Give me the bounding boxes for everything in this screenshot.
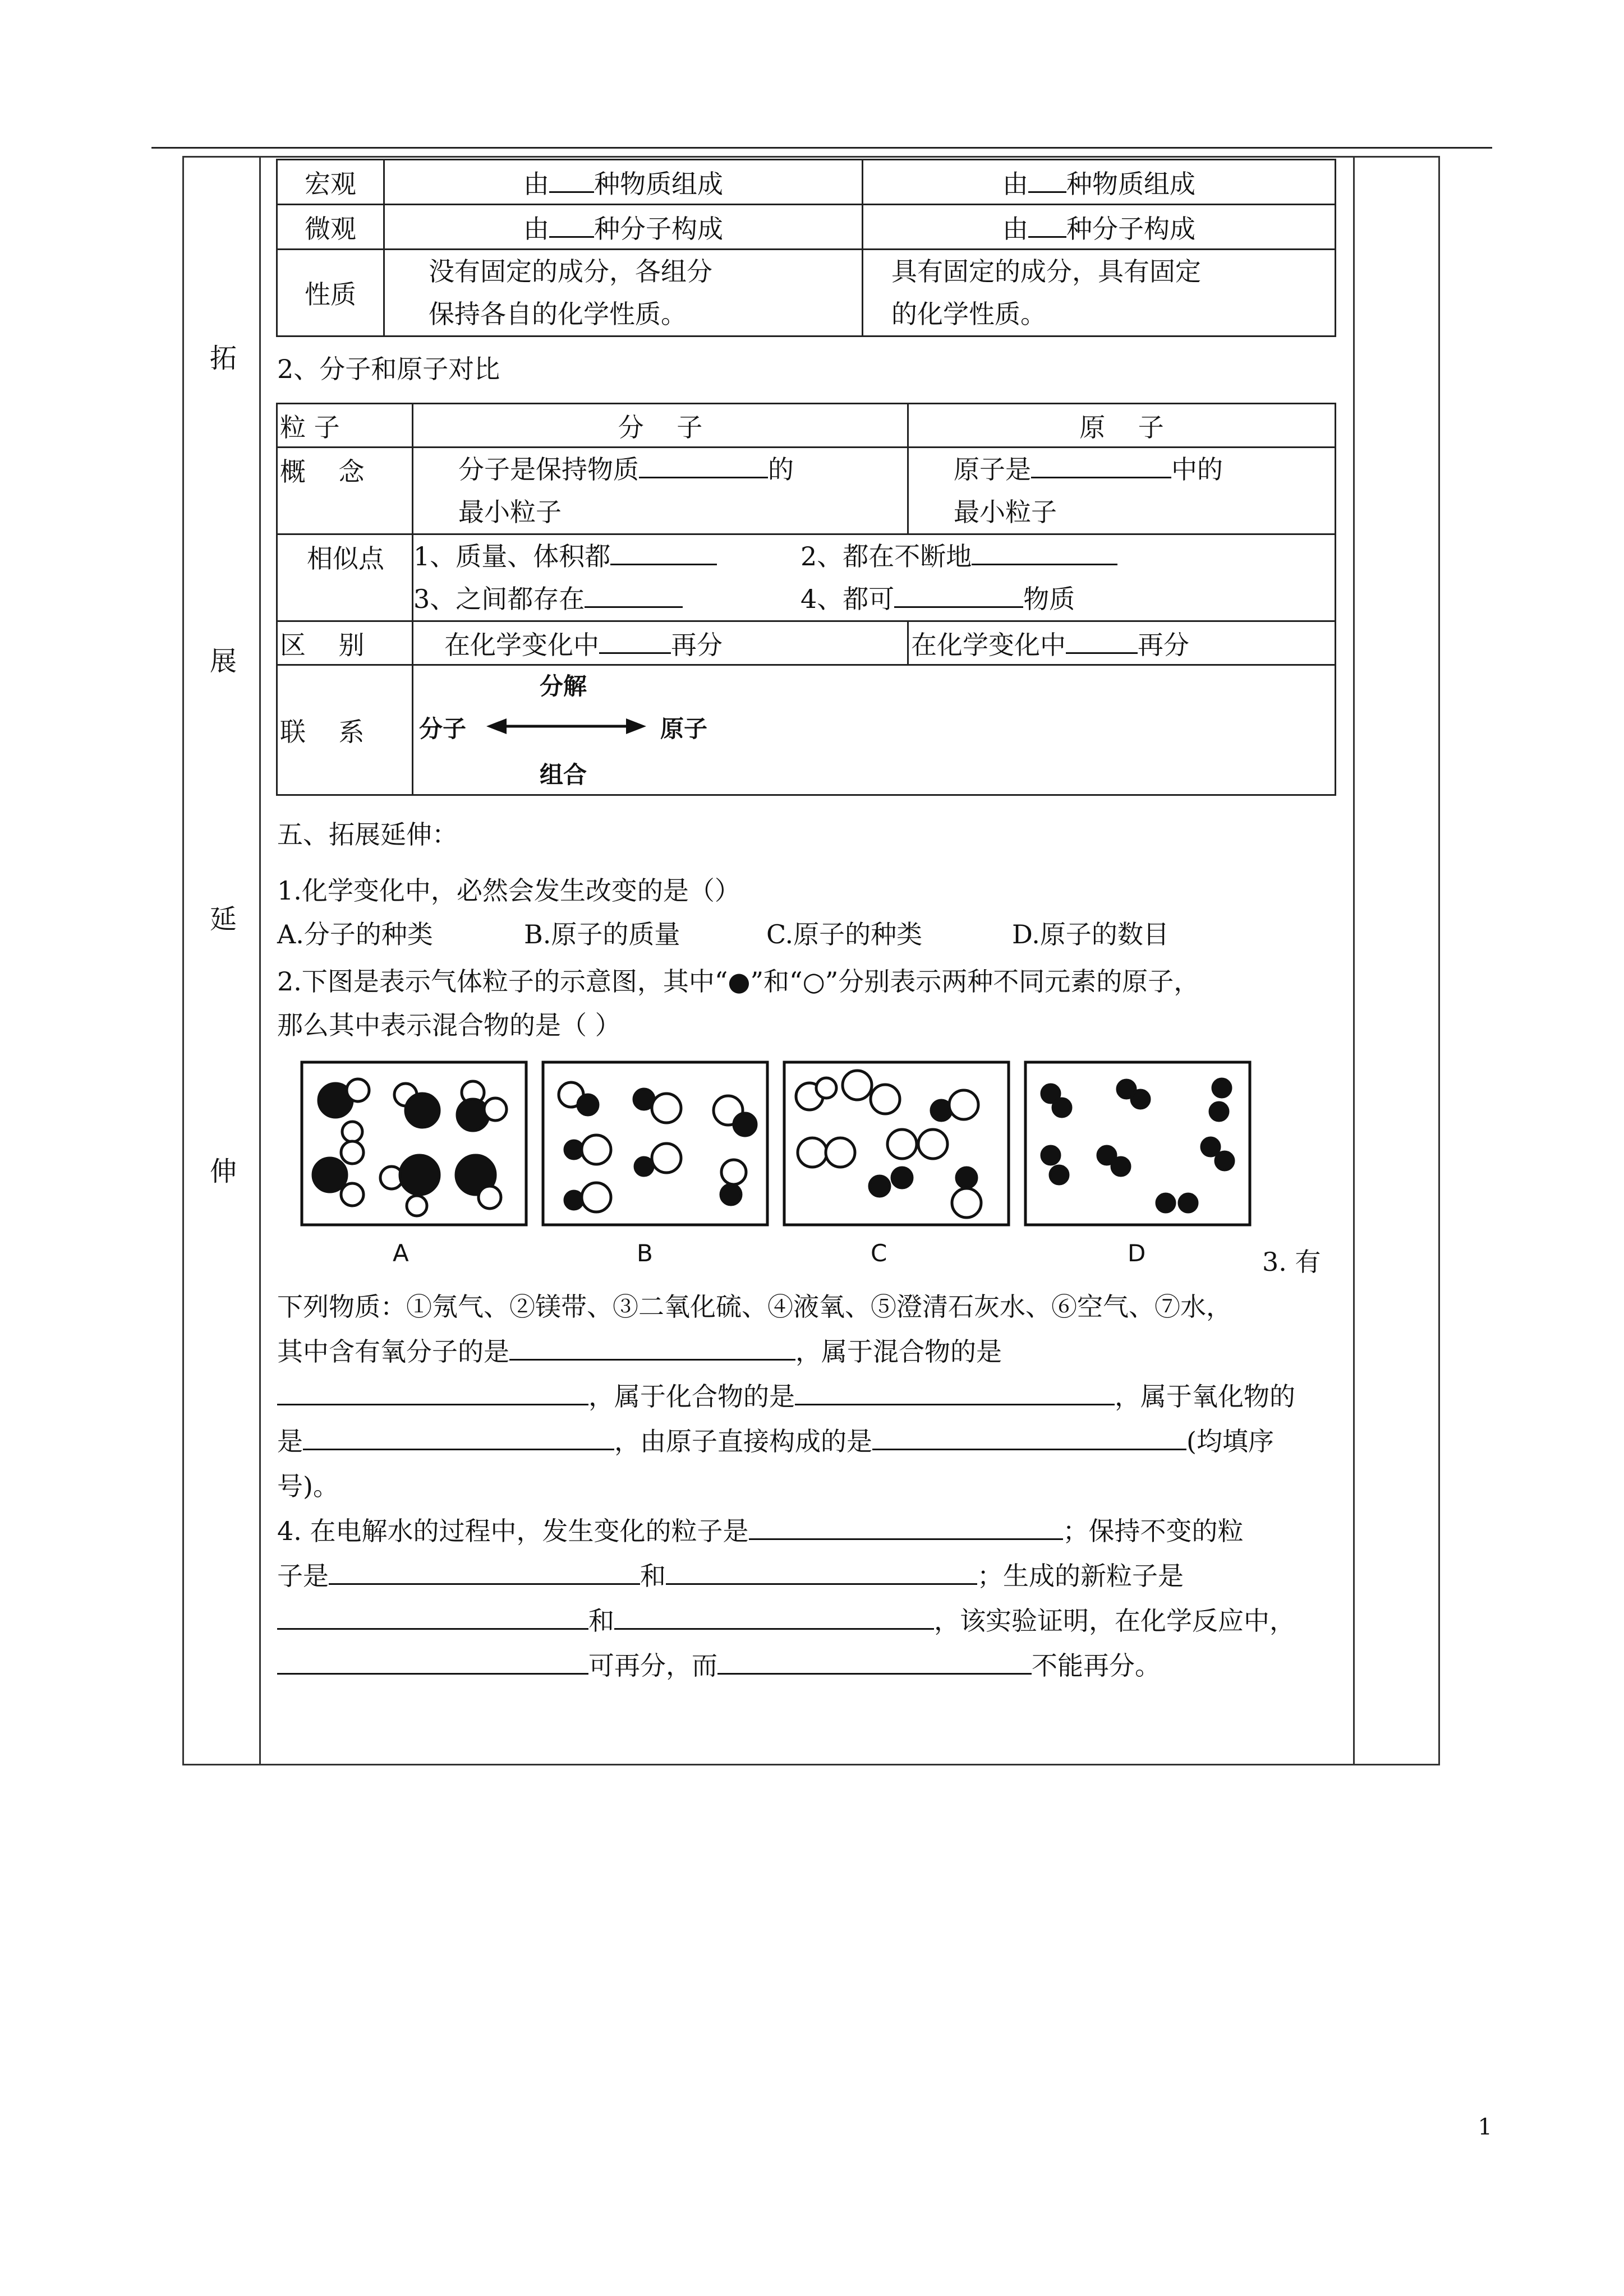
row-label: 性质 [277, 250, 384, 336]
q4-line-1: 4. 在电解水的过程中，发生变化的粒子是 ；保持不变的粒 [277, 1516, 1244, 1546]
q3-line-4: 是 ，由原子直接构成的是 (均填序 [277, 1426, 1274, 1456]
q3-line-2: 其中含有氧分子的是 ，属于混合物的是 [277, 1336, 1002, 1367]
figure-b [543, 1062, 767, 1225]
side-label-3: 延 [209, 903, 237, 935]
q4-line-2: 子是 和 ；生成的新粒子是 [277, 1561, 1184, 1591]
similar-label: 相似点 [277, 534, 413, 621]
q4-line-3: 和 ，该实验证明，在化学反应中， [277, 1598, 1295, 1643]
frame-divider-right [1353, 156, 1355, 1765]
difference-label: 区 别 [277, 621, 413, 665]
header-particle: 粒 子 [277, 404, 413, 448]
q1-option-b: B.原子的质量 [524, 919, 680, 949]
q1-option-d: D.原子的数目 [1012, 919, 1169, 949]
figure-label-c: C [871, 1239, 887, 1267]
q1-option-c: C.原子的种类 [766, 919, 923, 949]
particle-figures [296, 1060, 1323, 1228]
mixture-vs-pure-table [276, 159, 1336, 337]
combine-label: 组合 [540, 761, 587, 789]
section-2-title: 2、分子和原子对比 [277, 354, 500, 384]
page-number: 1 [1478, 2114, 1492, 2140]
molecule-label: 分子 [419, 715, 467, 743]
figure-label-d: D [1128, 1239, 1146, 1267]
header-molecule: 分 子 [413, 404, 908, 448]
atom-label: 原子 [660, 715, 708, 743]
table-cell: 由 种物质组成 [384, 160, 863, 205]
table-cell: 具有固定的成分，具有固定 的化学性质。 [863, 250, 1336, 336]
concept-label: 概 念 [277, 448, 413, 534]
side-label-2: 展 [209, 646, 237, 677]
q2-line-2: 那么其中表示混合物的是（ ） [277, 1010, 621, 1040]
frame-divider-left [259, 156, 261, 1765]
q1-options [277, 912, 1337, 957]
table-cell: 由 种物质组成 [863, 160, 1336, 205]
side-label-1: 拓 [209, 343, 237, 374]
side-label-4: 伸 [209, 1156, 237, 1187]
q2-line-1: 2.下图是表示气体粒子的示意图，其中“●”和“○”分别表示两种不同元素的原子， [277, 966, 1200, 997]
row-label: 微观 [277, 205, 384, 250]
q4-line-4: 可再分，而 不能再分。 [277, 1643, 1161, 1688]
similar-content: 1、质量、体积都 2、都在不断地 3、之间都存在 4、都可 物质 [413, 534, 1336, 621]
figure-label-b: B [637, 1239, 653, 1267]
header-atom: 原 子 [908, 404, 1336, 448]
q3-line-5: 号)。 [277, 1471, 339, 1501]
concept-atom: 原子是 中的 最小粒子 [908, 448, 1336, 534]
molecule-atom-table [276, 403, 1336, 796]
table-cell: 由 种分子构成 [384, 205, 863, 250]
relation-label: 联 系 [277, 665, 413, 795]
concept-molecule: 分子是保持物质 的 最小粒子 [413, 448, 908, 534]
difference-atom: 在化学变化中 再分 [908, 621, 1336, 665]
decompose-label: 分解 [540, 672, 587, 700]
relation-diagram [413, 665, 1336, 795]
figure-c [784, 1062, 1009, 1225]
q1-option-a: A.分子的种类 [277, 919, 433, 949]
row-label: 宏观 [277, 160, 384, 205]
q1-stem: 1.化学变化中，必然会发生改变的是（） [277, 875, 740, 906]
q3-line-3: ，属于化合物的是 ，属于氧化物的 [277, 1374, 1295, 1419]
top-rule [151, 147, 1492, 149]
q3-number: 3. 有 [1262, 1247, 1321, 1277]
table-cell: 没有固定的成分，各组分 保持各自的化学性质。 [384, 250, 863, 336]
table-cell: 由 种分子构成 [863, 205, 1336, 250]
figure-label-a: A [393, 1239, 409, 1267]
double-arrow-icon [486, 715, 646, 737]
figure-d [1025, 1062, 1250, 1225]
difference-molecule: 在化学变化中 再分 [413, 621, 908, 665]
q3-line-1: 下列物质：①氖气、②镁带、③二氧化硫、④液氧、⑤澄清石灰水、⑥空气、⑦水， [277, 1292, 1232, 1322]
section-5-title: 五、拓展延伸： [277, 819, 458, 850]
figure-a [302, 1062, 526, 1225]
